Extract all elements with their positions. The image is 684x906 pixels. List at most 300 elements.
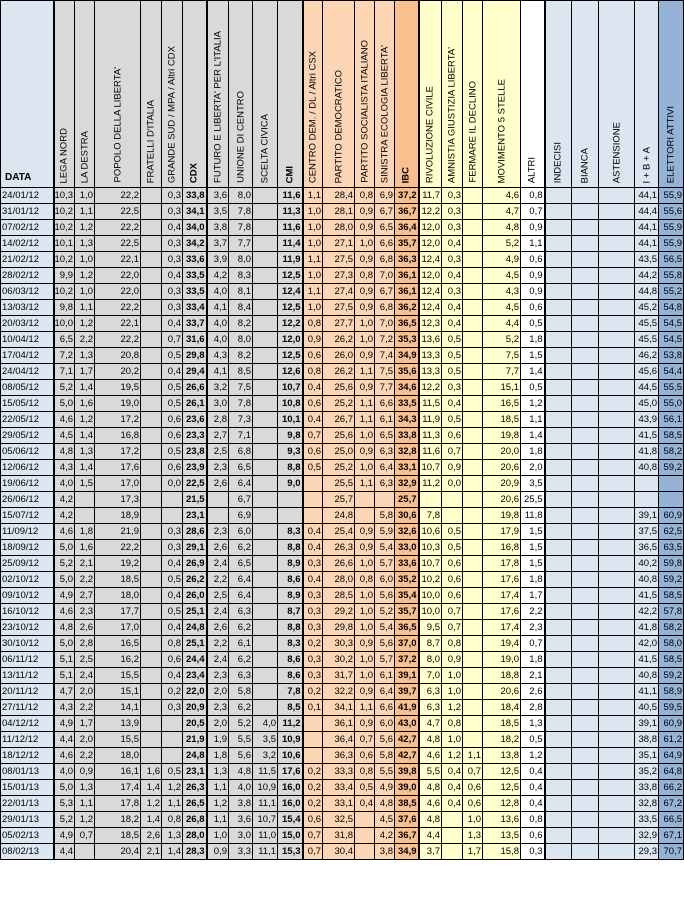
table-cell <box>599 332 635 348</box>
table-cell: 4,7 <box>483 204 521 220</box>
table-cell: 18,5 <box>483 716 521 732</box>
table-cell <box>599 508 635 524</box>
table-cell: 1,8 <box>521 444 545 460</box>
table-cell: 37,6 <box>395 812 419 828</box>
table-cell: 0,9 <box>521 268 545 284</box>
table-cell: 36,4 <box>323 732 355 748</box>
table-cell: 25,1 <box>183 604 207 620</box>
table-cell: 1,0 <box>355 556 375 572</box>
table-cell: 29,3 <box>635 844 659 860</box>
table-cell <box>572 412 599 428</box>
table-cell: 45,0 <box>635 396 659 412</box>
table-cell: 0,9 <box>75 764 95 780</box>
table-cell: 21,9 <box>183 732 207 748</box>
table-cell: 1,7 <box>463 844 483 860</box>
table-cell <box>545 604 572 620</box>
table-cell: 56,1 <box>659 412 684 428</box>
table-cell: 0,8 <box>442 716 463 732</box>
table-cell: 25,5 <box>521 492 545 508</box>
table-cell: 3,8 <box>229 796 253 812</box>
column-header <box>278 1 303 188</box>
table-cell: 33,0 <box>395 540 419 556</box>
table-cell: 35,6 <box>395 364 419 380</box>
table-cell: 40,8 <box>635 572 659 588</box>
table-cell: 1,3 <box>521 716 545 732</box>
date-cell: 21/02/12 <box>1 252 54 268</box>
table-cell <box>572 556 599 572</box>
table-cell <box>599 620 635 636</box>
table-cell: 36,7 <box>395 204 419 220</box>
column-header-label: I + B + A <box>641 146 652 183</box>
table-row <box>1 604 684 620</box>
table-cell: 33,5 <box>395 396 419 412</box>
table-cell: 1,0 <box>303 220 323 236</box>
table-cell: 29,1 <box>183 540 207 556</box>
table-cell: 13,3 <box>419 348 442 364</box>
table-cell: 7,7 <box>483 364 521 380</box>
table-cell: 28,0 <box>183 828 207 844</box>
table-cell: 0,3 <box>303 668 323 684</box>
table-cell <box>253 588 278 604</box>
table-cell: 0,6 <box>521 252 545 268</box>
column-header <box>545 1 572 188</box>
table-cell: 0,9 <box>442 460 463 476</box>
table-cell: 15,1 <box>95 684 141 700</box>
table-cell: 1,3 <box>75 444 95 460</box>
table-cell: 46,2 <box>635 348 659 364</box>
table-cell: 0,4 <box>355 796 375 812</box>
table-cell: 43,0 <box>395 716 419 732</box>
table-cell: 1,2 <box>521 396 545 412</box>
column-header <box>463 1 483 188</box>
table-cell: 13,9 <box>95 716 141 732</box>
table-cell: 17,2 <box>95 412 141 428</box>
table-cell <box>463 252 483 268</box>
date-cell: 19/06/12 <box>1 476 54 492</box>
table-cell: 59,2 <box>659 668 684 684</box>
date-cell: 15/05/12 <box>1 396 54 412</box>
table-cell: 55,0 <box>659 396 684 412</box>
table-cell <box>572 716 599 732</box>
table-cell: 13,6 <box>483 812 521 828</box>
table-cell <box>572 364 599 380</box>
table-cell <box>545 812 572 828</box>
date-cell: 11/12/12 <box>1 732 54 748</box>
column-header-label: FRATELLI D'ITALIA <box>145 99 157 183</box>
table-cell: 7,1 <box>54 364 75 380</box>
table-cell: 0,6 <box>303 812 323 828</box>
column-header-label: IBC <box>400 166 412 183</box>
table-cell <box>141 476 162 492</box>
table-body <box>1 188 684 860</box>
table-cell: 1,4 <box>141 780 162 796</box>
table-cell: 29,4 <box>183 364 207 380</box>
table-cell: 0,8 <box>303 316 323 332</box>
table-cell <box>463 396 483 412</box>
table-cell <box>599 316 635 332</box>
table-cell <box>545 188 572 204</box>
table-cell <box>141 540 162 556</box>
table-cell <box>572 492 599 508</box>
table-cell <box>207 508 229 524</box>
table-cell: 22,0 <box>183 684 207 700</box>
table-cell <box>545 364 572 380</box>
table-cell <box>599 236 635 252</box>
table-cell: 1,0 <box>207 828 229 844</box>
table-cell: 4,5 <box>483 300 521 316</box>
table-row <box>1 684 684 700</box>
table-cell: 7,7 <box>375 380 395 396</box>
table-cell: 2,0 <box>521 460 545 476</box>
table-cell: 4,0 <box>229 780 253 796</box>
table-cell: 63,5 <box>659 540 684 556</box>
table-cell <box>442 844 463 860</box>
table-cell <box>463 684 483 700</box>
table-cell <box>545 700 572 716</box>
table-cell <box>141 556 162 572</box>
table-cell: 2,1 <box>75 556 95 572</box>
table-cell: 33,5 <box>635 812 659 828</box>
column-header-label: SINISTRA ECOLOGIA LIBERTA' <box>379 44 390 183</box>
table-cell <box>463 492 483 508</box>
table-cell: 4,6 <box>54 524 75 540</box>
table-cell <box>572 524 599 540</box>
table-cell: 20,4 <box>95 844 141 860</box>
table-cell <box>572 268 599 284</box>
date-cell: 17/04/12 <box>1 348 54 364</box>
table-cell <box>545 460 572 476</box>
table-cell <box>545 428 572 444</box>
table-cell: 11,9 <box>278 252 303 268</box>
table-cell: 39,0 <box>395 780 419 796</box>
table-cell <box>545 572 572 588</box>
table-cell <box>162 732 183 748</box>
table-cell: 1,5 <box>521 348 545 364</box>
table-cell: 22,5 <box>95 204 141 220</box>
table-cell: 23,4 <box>183 668 207 684</box>
column-header-label: AMNISTIA GIUSTIZIA LIBERTA' <box>446 46 458 183</box>
table-cell: 39,1 <box>635 716 659 732</box>
table-cell: 0,9 <box>355 524 375 540</box>
table-cell: 27,4 <box>323 284 355 300</box>
table-cell <box>659 492 684 508</box>
table-cell: 22,5 <box>95 236 141 252</box>
table-cell <box>141 268 162 284</box>
table-row <box>1 284 684 300</box>
table-cell <box>572 332 599 348</box>
table-cell <box>141 636 162 652</box>
table-cell: 4,5 <box>483 268 521 284</box>
table-cell: 32,6 <box>395 524 419 540</box>
table-cell: 2,7 <box>75 588 95 604</box>
table-cell: 5,1 <box>54 668 75 684</box>
table-cell: 4,8 <box>375 796 395 812</box>
table-cell: 58,9 <box>659 684 684 700</box>
table-cell: 0,3 <box>442 252 463 268</box>
table-cell: 5,7 <box>375 556 395 572</box>
table-row <box>1 332 684 348</box>
table-cell: 20,9 <box>183 700 207 716</box>
table-cell: 28,3 <box>183 844 207 860</box>
table-cell <box>162 748 183 764</box>
table-cell: 8,7 <box>419 636 442 652</box>
table-cell <box>599 348 635 364</box>
table-cell <box>545 220 572 236</box>
table-cell: 67,1 <box>659 828 684 844</box>
table-cell: 1,0 <box>463 812 483 828</box>
table-cell: 10,2 <box>54 220 75 236</box>
table-cell: 0,8 <box>355 268 375 284</box>
date-cell: 07/02/12 <box>1 220 54 236</box>
table-cell <box>545 204 572 220</box>
column-header-label: FUTURO E LIBERTA' PER L'ITALIA <box>212 31 224 183</box>
table-cell: 0,6 <box>521 300 545 316</box>
table-cell: 0,4 <box>162 268 183 284</box>
table-cell: 24,8 <box>323 508 355 524</box>
table-cell: 2,1 <box>141 844 162 860</box>
table-cell <box>545 476 572 492</box>
table-cell <box>572 620 599 636</box>
table-cell <box>599 204 635 220</box>
date-cell: 26/06/12 <box>1 492 54 508</box>
table-cell: 12,4 <box>419 300 442 316</box>
table-cell: 5,0 <box>54 780 75 796</box>
table-cell: 0,5 <box>355 780 375 796</box>
table-cell: 30,3 <box>323 636 355 652</box>
table-cell: 0,4 <box>162 588 183 604</box>
table-cell: 3,0 <box>207 396 229 412</box>
table-cell: 33,4 <box>323 780 355 796</box>
table-cell: 0,9 <box>355 540 375 556</box>
table-cell <box>599 268 635 284</box>
table-cell: 6,4 <box>375 684 395 700</box>
table-cell <box>253 252 278 268</box>
table-cell: 16,2 <box>95 652 141 668</box>
table-cell: 1,0 <box>75 188 95 204</box>
table-cell: 0,6 <box>162 652 183 668</box>
table-cell: 7,4 <box>375 348 395 364</box>
table-cell: 5,6 <box>375 588 395 604</box>
table-cell: 6,9 <box>229 508 253 524</box>
table-cell <box>141 284 162 300</box>
table-cell <box>355 844 375 860</box>
column-header-label: LA DESTRA <box>79 130 90 183</box>
table-cell: 16,5 <box>483 396 521 412</box>
table-cell: 2,2 <box>521 604 545 620</box>
table-cell: 0,9 <box>355 252 375 268</box>
table-cell: 5,8 <box>375 748 395 764</box>
table-cell: 0,5 <box>442 348 463 364</box>
table-cell: 0,3 <box>303 604 323 620</box>
table-cell: 1,0 <box>303 300 323 316</box>
table-cell: 24,8 <box>183 748 207 764</box>
table-cell: 16,8 <box>483 540 521 556</box>
table-cell: 0,3 <box>162 188 183 204</box>
table-cell: 33,8 <box>635 780 659 796</box>
table-cell: 1,1 <box>303 284 323 300</box>
table-cell: 26,7 <box>323 412 355 428</box>
table-cell <box>545 348 572 364</box>
table-row <box>1 476 684 492</box>
table-cell <box>599 396 635 412</box>
table-cell: 20,9 <box>483 476 521 492</box>
table-cell: 6,3 <box>419 700 442 716</box>
date-cell: 13/03/12 <box>1 300 54 316</box>
table-cell <box>253 652 278 668</box>
table-cell: 19,4 <box>483 636 521 652</box>
table-cell: 33,5 <box>183 268 207 284</box>
table-cell <box>463 604 483 620</box>
table-cell: 11,2 <box>419 476 442 492</box>
table-cell <box>545 652 572 668</box>
column-header-label: INDECISI <box>552 141 564 183</box>
date-cell: 06/03/12 <box>1 284 54 300</box>
table-cell: 4,5 <box>54 428 75 444</box>
table-cell: 13,5 <box>483 828 521 844</box>
table-cell <box>545 412 572 428</box>
table-cell: 6,3 <box>375 476 395 492</box>
table-cell: 27,5 <box>323 300 355 316</box>
table-cell: 6,1 <box>375 668 395 684</box>
table-cell: 0,4 <box>442 316 463 332</box>
table-cell: 8,6 <box>278 668 303 684</box>
table-cell: 0,3 <box>442 204 463 220</box>
table-cell: 15,5 <box>95 732 141 748</box>
table-cell: 39,1 <box>635 508 659 524</box>
table-cell <box>141 364 162 380</box>
column-header-label: CDX <box>188 162 200 183</box>
table-cell: 12,5 <box>278 300 303 316</box>
table-cell: 7,5 <box>483 348 521 364</box>
table-cell: 1,8 <box>521 332 545 348</box>
table-cell: 2,3 <box>75 604 95 620</box>
table-cell <box>545 716 572 732</box>
table-cell <box>253 492 278 508</box>
table-cell: 2,6 <box>207 620 229 636</box>
table-cell: 25,1 <box>183 636 207 652</box>
table-cell <box>599 444 635 460</box>
table-cell <box>463 700 483 716</box>
table-cell <box>545 588 572 604</box>
table-cell: 44,4 <box>635 204 659 220</box>
table-cell: 1,6 <box>75 540 95 556</box>
table-cell: 19,8 <box>483 508 521 524</box>
table-cell: 6,5 <box>229 556 253 572</box>
table-cell: 1,3 <box>75 236 95 252</box>
table-cell: 5,5 <box>419 764 442 780</box>
table-cell: 1,2 <box>442 700 463 716</box>
table-cell <box>572 636 599 652</box>
table-cell: 8,1 <box>229 284 253 300</box>
table-cell <box>75 508 95 524</box>
table-cell: 1,0 <box>355 620 375 636</box>
table-cell <box>572 588 599 604</box>
table-cell: 28,4 <box>323 188 355 204</box>
table-cell: 16,1 <box>95 764 141 780</box>
table-cell: 3,3 <box>229 844 253 860</box>
table-cell: 15,8 <box>483 844 521 860</box>
date-cell: 31/01/12 <box>1 204 54 220</box>
table-cell: 1,5 <box>75 476 95 492</box>
table-row <box>1 588 684 604</box>
table-cell <box>141 300 162 316</box>
table-cell: 27,3 <box>323 268 355 284</box>
table-cell <box>572 732 599 748</box>
table-cell <box>253 540 278 556</box>
table-cell: 0,4 <box>162 668 183 684</box>
table-row <box>1 700 684 716</box>
table-cell: 39,1 <box>395 668 419 684</box>
table-cell: 36,3 <box>395 252 419 268</box>
table-cell: 32,9 <box>395 476 419 492</box>
table-cell: 6,3 <box>375 444 395 460</box>
table-cell: 0,5 <box>442 332 463 348</box>
table-cell: 19,2 <box>95 556 141 572</box>
table-cell: 58,5 <box>659 428 684 444</box>
table-cell <box>545 316 572 332</box>
table-cell: 0,7 <box>75 828 95 844</box>
table-cell: 18,5 <box>483 412 521 428</box>
table-cell: 1,5 <box>521 524 545 540</box>
table-cell <box>141 524 162 540</box>
table-cell: 23,1 <box>183 764 207 780</box>
table-cell <box>463 364 483 380</box>
table-row <box>1 732 684 748</box>
table-cell <box>463 268 483 284</box>
table-cell <box>599 284 635 300</box>
table-cell: 0,4 <box>303 380 323 396</box>
table-cell <box>463 444 483 460</box>
table-cell: 4,9 <box>375 780 395 796</box>
date-cell: 18/12/12 <box>1 748 54 764</box>
table-cell: 9,0 <box>278 476 303 492</box>
table-cell: 17,9 <box>483 524 521 540</box>
table-cell: 64,9 <box>659 748 684 764</box>
table-cell <box>141 700 162 716</box>
table-cell <box>463 476 483 492</box>
table-cell: 26,1 <box>183 396 207 412</box>
table-cell: 0,9 <box>355 204 375 220</box>
table-cell: 6,2 <box>229 620 253 636</box>
table-cell: 29,2 <box>323 604 355 620</box>
table-cell: 2,0 <box>207 684 229 700</box>
date-cell: 10/04/12 <box>1 332 54 348</box>
table-cell: 2,8 <box>75 636 95 652</box>
table-cell: 1,2 <box>75 316 95 332</box>
table-cell <box>442 492 463 508</box>
table-cell: 6,2 <box>229 540 253 556</box>
column-header-label: CMI <box>284 165 296 183</box>
date-cell: 22/05/12 <box>1 412 54 428</box>
column-header-label: ALTRI <box>526 156 538 183</box>
table-cell: 12,5 <box>483 764 521 780</box>
table-cell: 1,0 <box>355 236 375 252</box>
table-cell: 33,4 <box>183 300 207 316</box>
table-cell <box>599 748 635 764</box>
table-cell: 22,2 <box>95 332 141 348</box>
table-cell: 1,1 <box>207 812 229 828</box>
table-cell: 17,0 <box>95 476 141 492</box>
table-cell: 55,2 <box>659 284 684 300</box>
table-cell: 0,5 <box>521 732 545 748</box>
column-header-label: UNIONE DI CENTRO <box>235 91 246 183</box>
table-cell: 17,0 <box>95 620 141 636</box>
table-cell <box>545 492 572 508</box>
table-cell: 14,1 <box>95 700 141 716</box>
table-cell: 4,8 <box>54 444 75 460</box>
table-row <box>1 236 684 252</box>
table-cell: 0,8 <box>355 764 375 780</box>
